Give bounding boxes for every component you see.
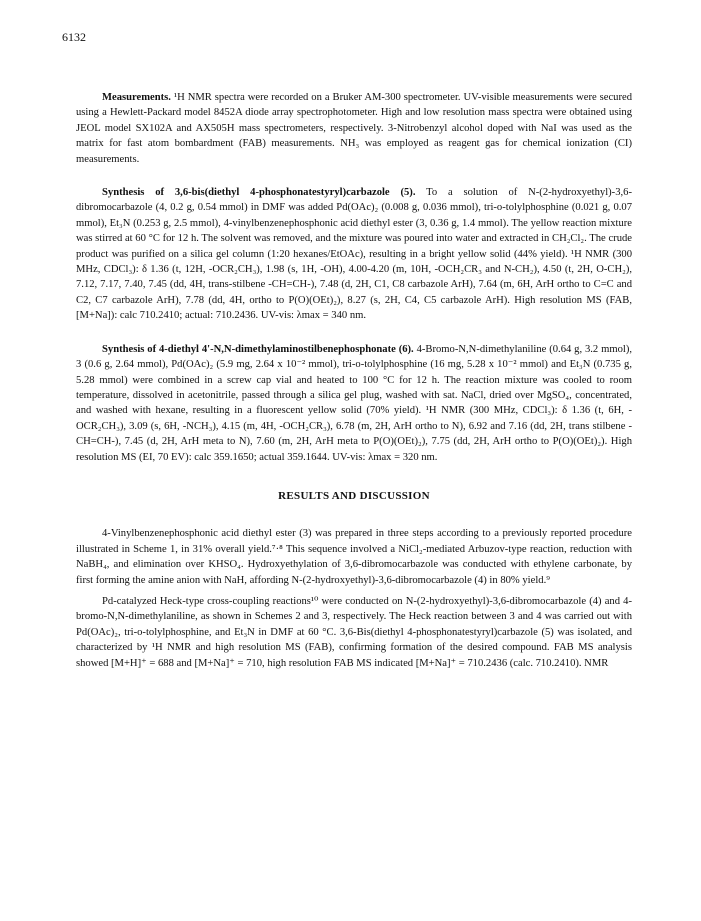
synthesis-6-title: Synthesis of 4-diethyl 4'-N,N-dimethylaminostilbenephosphonate (6). [102,343,414,355]
synthesis-5-paragraph [76,185,632,324]
measurements-title: Measurements. [102,92,171,103]
results-paragraph-1: 4-Vinylbenzenephosphonic acid diethyl ester (3) was prepared in three steps according to a previously reported procedure illustrated in Scheme 1, in 31% overall yield.⁷·⁸ This sequence involved a NiCl₂-mediated Arbuzov-type reaction, reduction with NaBH₄, and elimination over KHSO₄. Hydroxyethylation of 3,6-dibromocarbazole was conducted with ethylene carbonate, by first forming the amine anion with NaH, affording N-(2-hydroxyethyl)-3,6-dibromocarbazole (4) in 80% yield.⁹ [76,528,632,586]
results-paragraph-2: Pd-catalyzed Heck-type cross-coupling reactions¹⁰ were conducted on N-(2-hydroxyethyl)-3,6-dibromocarbazole (4) and 4-bromo-N,N-dimethylaniline, as shown in Schemes 2 and 3, respectively. The Heck reaction between 3 and 4 was carried out with Pd(OAc)₂, tri-o-tolylphosphine, and Et₃N in DMF at 60 °C. 3,6-Bis(diethyl 4-phosphonatestyryl)carbazole (5) was isolated, and characterized by ¹H NMR and high resolution MS (FAB), confirming formation of the desired compound. FAB MS analysis showed [M+H]⁺ = 688 and [M+Na]⁺ = 710, high resolution FAB MS indicated [M+Na]⁺ = 710.2436 (calc. 710.2410). NMR [76,595,632,669]
page-number: 6132 [62,30,86,44]
page-body [76,90,632,677]
synthesis-6-paragraph [76,342,632,465]
synthesis-6-text: 4-Bromo-N,N-dimethylaniline (0.64 g, 3.2 mmol), 3 (0.6 g, 2.64 mmol), Pd(OAc)₂ (5.9 mg, 2.64 x 10⁻² mmol), tri-o-tolylphosphine (16 mg, 5.28 x 10⁻² mmol) and Et₃N (0.735 g, 5.28 mmol) were combined in a screw cap vial and heated to 100 °C for 12 h. The reaction mixture was cooled to room temperature, dissolved in acetonitrile, passed through a silica gel plug, washed with sat. NaCl, dried over MgSO₄, concentrated, and washed with hexane, resulting in a fluorescent yellow solid (70% yield). ¹H NMR (300 MHz, CDCl₃): δ 1.36 (t, 6H, -OCR₂CH₃), 3.09 (s, 6H, -NCH₃), 4.15 (m, 4H, -OCH₂CR₃), 6.78 (m, 2H, ArH ortho to N), 6.92 and 7.16 (dd, 2H, trans stilbene -CH=CH-), 7.45 (d, 2H, ArH meta to N), 7.60 (m, 2H, ArH meta to P(O)(OEt)₂), 7.75 (dd, 2H, ArH ortho to P(O)(OEt)₂). High resolution MS (EI, 70 EV): calc 359.1650; actual 359.1644. UV-vis: λmax = 320 nm. [76,343,633,463]
measurements-text: ¹H NMR spectra were recorded on a Bruker AM-300 spectrometer. UV-visible measurements were secured using a Hewlett-Packard model 8452A diode array spectrophotometer. High and low resolution mass spectra were obtained using JEOL model SX102A and AX505H mass spectrometers, respectively. 3-Nitrobenzyl alcohol doped with NaI was used as the matrix for fast atom bombardment (FAB) measurements. NH₃ was employed as reagent gas for chemical ionization (CI) measurements. [76,92,633,165]
measurements-paragraph [76,90,632,167]
results-heading: RESULTS AND DISCUSSION [278,489,430,502]
synthesis-5-title: Synthesis of 3,6-bis(diethyl 4-phosphonatestyryl)carbazole (5). [102,187,416,199]
synthesis-5-text: To a solution of N-(2-hydroxyethyl)-3,6-dibromocarbazole (4, 0.2 g, 0.54 mmol) in DMF was added Pd(OAc)₂ (0.008 g, 0.036 mmol), tri-o-tolylphosphine (0.021 g, 0.07 mmol), Et₃N (0.253 g, 2.5 mmol), 4-vinylbenzenephosphonic acid diethyl ester (3, 0.36 g, 1.4 mmol). The yellow reaction mixture was stirred at 60 °C for 12 h. The solvent was removed, and the mixture was poured into water and extracted in CH₂Cl₂. The crude product was purified on a silica gel column (1:20 hexanes/EtOAc), resulting in a bright yellow solid (44% yield). ¹H NMR (300 MHz, CDCl₃): δ 1.36 (t, 12H, -OCR₂CH₃), 1.98 (s, 1H, -OH), 4.00-4.20 (m, 10H, -OCH₂CR₃ and N-CH₂), 4.50 (t, 2H, O-CH₂), 7.12, 7.17, 7.40, 7.45 (dd, 4H, trans-stilbene -CH=CH-), 7.48 (d, 2H, C1, C8 carbazole ArH), 7.64 (m, 6H, ArH ortho to C=C and C2, C7 carbazole ArH), 7.78 (dd, 4H, ortho to P(O)(OEt)₂), 8.27 (s, 2H, C4, C5 carbazole ArH). High resolution MS (FAB, [M+Na]): calc 710.2410; actual: 710.2436. UV-vis: λmax = 340 nm. [76,187,632,322]
